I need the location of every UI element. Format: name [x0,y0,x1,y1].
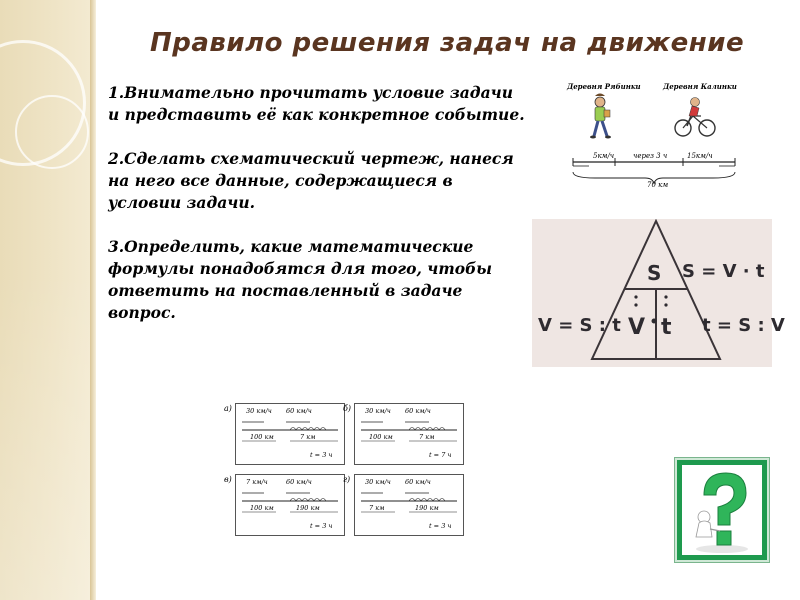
formula-t: t = S : V [702,315,785,336]
speed-2: 60 км/ч [405,478,431,486]
triangle-left-v: V [628,315,646,340]
rule-paragraph-2: 2.Сделать схематический чертеж, нанеся на него все данные, содержащиеся в условии задачи. [108,149,514,212]
pedestrian-icon [590,94,611,139]
speed-left-label: 5км/ч [593,152,615,160]
diagram-lines [236,404,344,464]
formula-v: V = S : t [538,315,621,336]
total-distance-label: 70 км [647,181,669,189]
distance-2: 7 км [419,433,435,441]
time-label: через 3 ч [633,152,668,160]
distance-1: 100 км [250,504,274,512]
diagram-lines [355,404,463,464]
distance-1: 7 км [369,504,385,512]
diagram-tag: в) [224,475,232,484]
speed-1: 30 км/ч [246,407,272,415]
diagram-lines [236,475,344,535]
distance-2: 7 км [300,433,316,441]
triangle-right-t: t [661,315,672,340]
motion-diagram-b [343,403,464,465]
triangle-top-s: S [647,261,662,285]
formula-triangle-drawing [532,219,772,367]
travel-scheme-drawing [565,80,740,190]
distance-2: 190 км [296,504,320,512]
speed-1: 30 км/ч [365,478,391,486]
diagram-tag: а) [224,404,232,413]
question-figure-drawing [682,465,762,555]
speed-1: 30 км/ч [365,407,391,415]
icon-inner [682,465,762,555]
diagram-lines [355,475,463,535]
formula-triangle-box [532,219,785,367]
time: t = 7 ч [429,451,452,459]
speed-2: 60 км/ч [286,478,312,486]
distance-1: 100 км [369,433,393,441]
time: t = 3 ч [310,522,333,530]
cyclist-icon [675,98,715,137]
distance-2: 190 км [415,504,439,512]
motion-diagram-a [224,403,345,465]
formula-s: S = V · t [682,261,765,282]
question-mark-figure-icon [675,458,769,562]
speed-right-label: 15км/ч [687,152,713,160]
time: t = 3 ч [310,451,333,459]
sidebar-fade [0,0,90,600]
slide-title: Правило решения задач на движение [150,28,745,58]
village-left-label: Деревня Рябинки [567,82,641,91]
diagram-tag: г) [343,475,351,484]
speed-2: 60 км/ч [286,407,312,415]
rules-text [108,82,528,346]
sidebar-edge [90,0,96,600]
rule-paragraph-1: 1.Внимательно прочитать условие задачи и представить её как конкретное событие. [108,83,525,124]
diagram-tag: б) [343,404,352,413]
speed-1: 7 км/ч [246,478,268,486]
time: t = 3 ч [429,522,452,530]
village-right-label: Деревня Калинки [663,82,737,91]
motion-diagram-g [343,474,464,536]
decorative-sidebar [0,0,90,600]
rule-paragraph-3: 3.Определить, какие математические формулы понадобятся для того, чтобы ответить на поставленный в задаче вопрос. [108,237,493,322]
motion-diagram-v [224,474,345,536]
travel-scheme [565,80,740,190]
distance-1: 100 км [250,433,274,441]
speed-2: 60 км/ч [405,407,431,415]
